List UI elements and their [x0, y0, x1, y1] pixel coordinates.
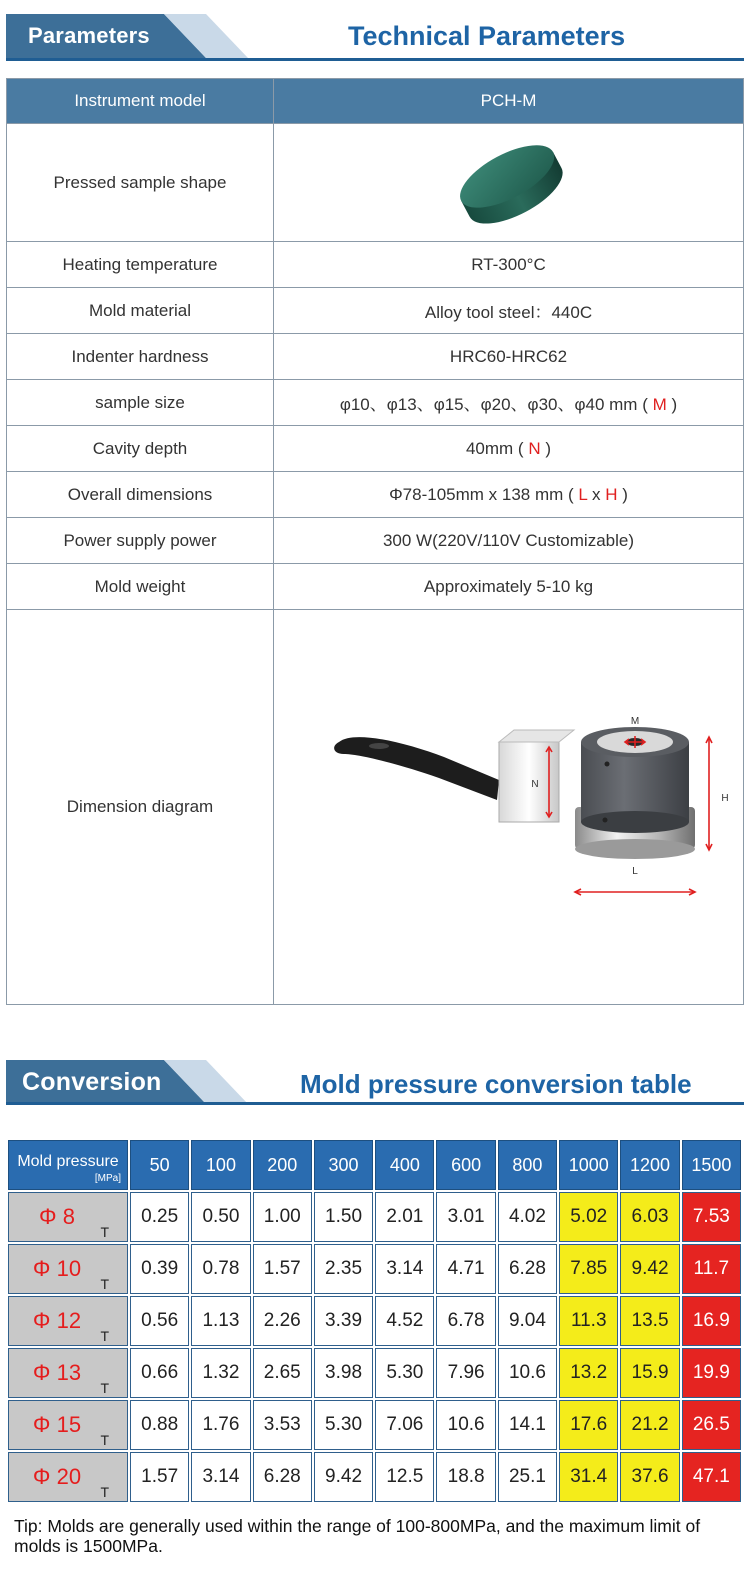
row-value: [274, 472, 744, 518]
label-n: N: [530, 779, 539, 790]
parameters-table: [6, 78, 744, 1005]
tonnage-cell: 3.01: [436, 1192, 495, 1242]
tonnage-cell: 7.06: [375, 1400, 434, 1450]
conversion-divider: [6, 1102, 744, 1105]
corner-cell: [8, 1140, 128, 1190]
tonnage-unit: T: [100, 1380, 109, 1396]
mold-dimension-diagram: [309, 702, 729, 912]
row-value: Approximately 5-10 kg: [274, 564, 744, 610]
sample-shape-image: [274, 124, 744, 242]
tonnage-cell: 11.7: [682, 1244, 741, 1294]
conversion-body: [8, 1192, 741, 1502]
pressure-header: 1000: [559, 1140, 618, 1190]
pressed-disc-image: [449, 132, 569, 228]
mark-l: L: [578, 484, 588, 504]
tonnage-cell: 5.30: [375, 1348, 434, 1398]
tonnage-cell: 6.28: [498, 1244, 557, 1294]
tonnage-cell: 19.9: [682, 1348, 741, 1398]
tonnage-cell: 0.78: [191, 1244, 250, 1294]
tonnage-cell: 1.50: [314, 1192, 373, 1242]
row-label: Mold weight: [7, 564, 274, 610]
diameter-text: Φ 13: [32, 1360, 82, 1385]
tonnage-cell: 47.1: [682, 1452, 741, 1502]
row-label: Indenter hardness: [7, 334, 274, 380]
tonnage-cell: 0.39: [130, 1244, 189, 1294]
tonnage-cell: 11.3: [559, 1296, 618, 1346]
pressure-header: 100: [191, 1140, 250, 1190]
table-row: [8, 1348, 741, 1398]
tonnage-cell: 14.1: [498, 1400, 557, 1450]
tonnage-cell: 3.14: [191, 1452, 250, 1502]
pressure-conversion-table: [6, 1138, 743, 1504]
pressure-header: 1500: [682, 1140, 741, 1190]
row-label: sample size: [7, 380, 274, 426]
row-value: HRC60-HRC62: [274, 334, 744, 380]
mark-m: M: [652, 395, 667, 414]
row-label: Heating temperature: [7, 242, 274, 288]
tonnage-cell: 0.50: [191, 1192, 250, 1242]
row-value: Alloy tool steel：440C: [274, 288, 744, 334]
parameters-section-header: [0, 0, 750, 60]
tonnage-cell: 7.53: [682, 1192, 741, 1242]
pressure-header: 400: [375, 1140, 434, 1190]
diameter-label: [8, 1296, 128, 1346]
pressure-header: 300: [314, 1140, 373, 1190]
table-row: [8, 1244, 741, 1294]
tonnage-cell: 9.04: [498, 1296, 557, 1346]
table-row: [8, 1452, 741, 1502]
tonnage-cell: 6.28: [253, 1452, 312, 1502]
pressure-header-row: [8, 1140, 741, 1190]
tonnage-cell: 0.56: [130, 1296, 189, 1346]
diameter-label: [8, 1348, 128, 1398]
pressure-header: 200: [253, 1140, 312, 1190]
conversion-section-header: [0, 1046, 750, 1106]
tonnage-cell: 4.02: [498, 1192, 557, 1242]
parameters-tab-label: Parameters: [28, 23, 150, 48]
row-label: Cavity depth: [7, 426, 274, 472]
model-value-header: PCH-M: [274, 79, 744, 124]
tonnage-cell: 21.2: [620, 1400, 679, 1450]
diameter-label: [8, 1192, 128, 1242]
dimensions-x: x: [591, 484, 601, 504]
instrument-model-header: Instrument model: [7, 79, 274, 124]
tonnage-cell: 18.8: [436, 1452, 495, 1502]
row-label: Mold material: [7, 288, 274, 334]
table-row: [7, 518, 744, 564]
row-value: [274, 380, 744, 426]
tonnage-cell: 1.57: [253, 1244, 312, 1294]
tonnage-cell: 26.5: [682, 1400, 741, 1450]
sample-size-text: φ10、φ13、φ15、φ20、φ30、φ40 mm (: [339, 395, 648, 414]
tonnage-cell: 15.9: [620, 1348, 679, 1398]
table-row: [8, 1296, 741, 1346]
table-row: [7, 288, 744, 334]
table-row: [7, 124, 744, 242]
row-label: Power supply power: [7, 518, 274, 564]
table-row: [7, 334, 744, 380]
tonnage-unit: T: [100, 1328, 109, 1344]
tonnage-cell: 3.98: [314, 1348, 373, 1398]
tonnage-cell: 12.5: [375, 1452, 434, 1502]
tonnage-unit: T: [100, 1484, 109, 1500]
tonnage-cell: 2.35: [314, 1244, 373, 1294]
row-value: RT-300°C: [274, 242, 744, 288]
parameters-header-row: [7, 79, 744, 124]
corner-unit: [MPa]: [94, 1173, 121, 1184]
pressure-header: 1200: [620, 1140, 679, 1190]
table-row: [8, 1400, 741, 1450]
parameters-title: Technical Parameters: [348, 21, 626, 51]
tonnage-cell: 25.1: [498, 1452, 557, 1502]
mark-n: N: [528, 438, 541, 458]
tonnage-cell: 1.32: [191, 1348, 250, 1398]
label-m: M: [630, 716, 639, 727]
diameter-text: Φ 15: [32, 1412, 82, 1437]
conversion-tab-label: Conversion: [22, 1068, 162, 1096]
tonnage-cell: 1.76: [191, 1400, 250, 1450]
tonnage-cell: 5.02: [559, 1192, 618, 1242]
tonnage-cell: 3.53: [253, 1400, 312, 1450]
tonnage-cell: 0.66: [130, 1348, 189, 1398]
row-label: Dimension diagram: [7, 610, 274, 1005]
pressure-header: 800: [498, 1140, 557, 1190]
corner-label: Mold pressure: [17, 1153, 119, 1170]
usage-tip: Tip: Molds are generally used within the range of 100-800MPa, and the maximum limit of molds is 1500MPa.: [14, 1516, 701, 1556]
tonnage-cell: 9.42: [314, 1452, 373, 1502]
tonnage-cell: 3.14: [375, 1244, 434, 1294]
table-row: [7, 564, 744, 610]
table-row: [8, 1192, 741, 1242]
tonnage-cell: 2.01: [375, 1192, 434, 1242]
diameter-text: Φ 12: [32, 1308, 82, 1333]
tonnage-cell: 37.6: [620, 1452, 679, 1502]
pressure-header: 600: [436, 1140, 495, 1190]
pressure-header: 50: [130, 1140, 189, 1190]
mark-h: H: [605, 484, 618, 504]
row-value: 300 W(220V/110V Customizable): [274, 518, 744, 564]
tonnage-cell: 2.26: [253, 1296, 312, 1346]
dimension-diagram: [274, 610, 744, 1005]
tonnage-cell: 7.85: [559, 1244, 618, 1294]
tonnage-cell: 1.00: [253, 1192, 312, 1242]
dimensions-text: Φ78-105mm x 138 mm (: [389, 484, 574, 504]
parameters-divider: [6, 58, 744, 61]
tonnage-cell: 13.5: [620, 1296, 679, 1346]
table-row: [7, 242, 744, 288]
dimensions-close: ): [622, 484, 628, 504]
conversion-title: Mold pressure conversion table: [300, 1069, 692, 1099]
diameter-text: Φ 10: [32, 1256, 82, 1281]
tonnage-cell: 0.25: [130, 1192, 189, 1242]
tonnage-unit: T: [100, 1432, 109, 1448]
tonnage-cell: 2.65: [253, 1348, 312, 1398]
tonnage-cell: 4.52: [375, 1296, 434, 1346]
sample-size-close: ): [671, 395, 678, 414]
tonnage-cell: 10.6: [498, 1348, 557, 1398]
tonnage-cell: 1.13: [191, 1296, 250, 1346]
tonnage-unit: T: [100, 1276, 109, 1292]
row-value: [274, 426, 744, 472]
cavity-depth-text: 40mm (: [465, 438, 524, 458]
table-row: [7, 426, 744, 472]
row-label: Pressed sample shape: [7, 124, 274, 242]
table-row: [7, 472, 744, 518]
tonnage-cell: 6.03: [620, 1192, 679, 1242]
tonnage-cell: 6.78: [436, 1296, 495, 1346]
table-row: [7, 380, 744, 426]
diameter-text: Φ 8: [39, 1204, 75, 1229]
tonnage-cell: 1.57: [130, 1452, 189, 1502]
tonnage-cell: 17.6: [559, 1400, 618, 1450]
cavity-depth-close: ): [545, 438, 552, 458]
tonnage-cell: 7.96: [436, 1348, 495, 1398]
tonnage-cell: 13.2: [559, 1348, 618, 1398]
tonnage-cell: 16.9: [682, 1296, 741, 1346]
diameter-label: [8, 1400, 128, 1450]
table-row: [7, 610, 744, 1005]
tonnage-cell: 0.88: [130, 1400, 189, 1450]
tonnage-cell: 3.39: [314, 1296, 373, 1346]
diameter-label: [8, 1244, 128, 1294]
tonnage-cell: 31.4: [559, 1452, 618, 1502]
diameter-text: Φ 20: [32, 1464, 82, 1489]
tonnage-cell: 10.6: [436, 1400, 495, 1450]
tonnage-cell: 9.42: [620, 1244, 679, 1294]
tonnage-cell: 4.71: [436, 1244, 495, 1294]
label-l: L: [631, 866, 638, 877]
label-h: H: [720, 793, 729, 804]
diameter-label: [8, 1452, 128, 1502]
tonnage-cell: 5.30: [314, 1400, 373, 1450]
row-label: Overall dimensions: [7, 472, 274, 518]
tonnage-unit: T: [100, 1224, 109, 1240]
